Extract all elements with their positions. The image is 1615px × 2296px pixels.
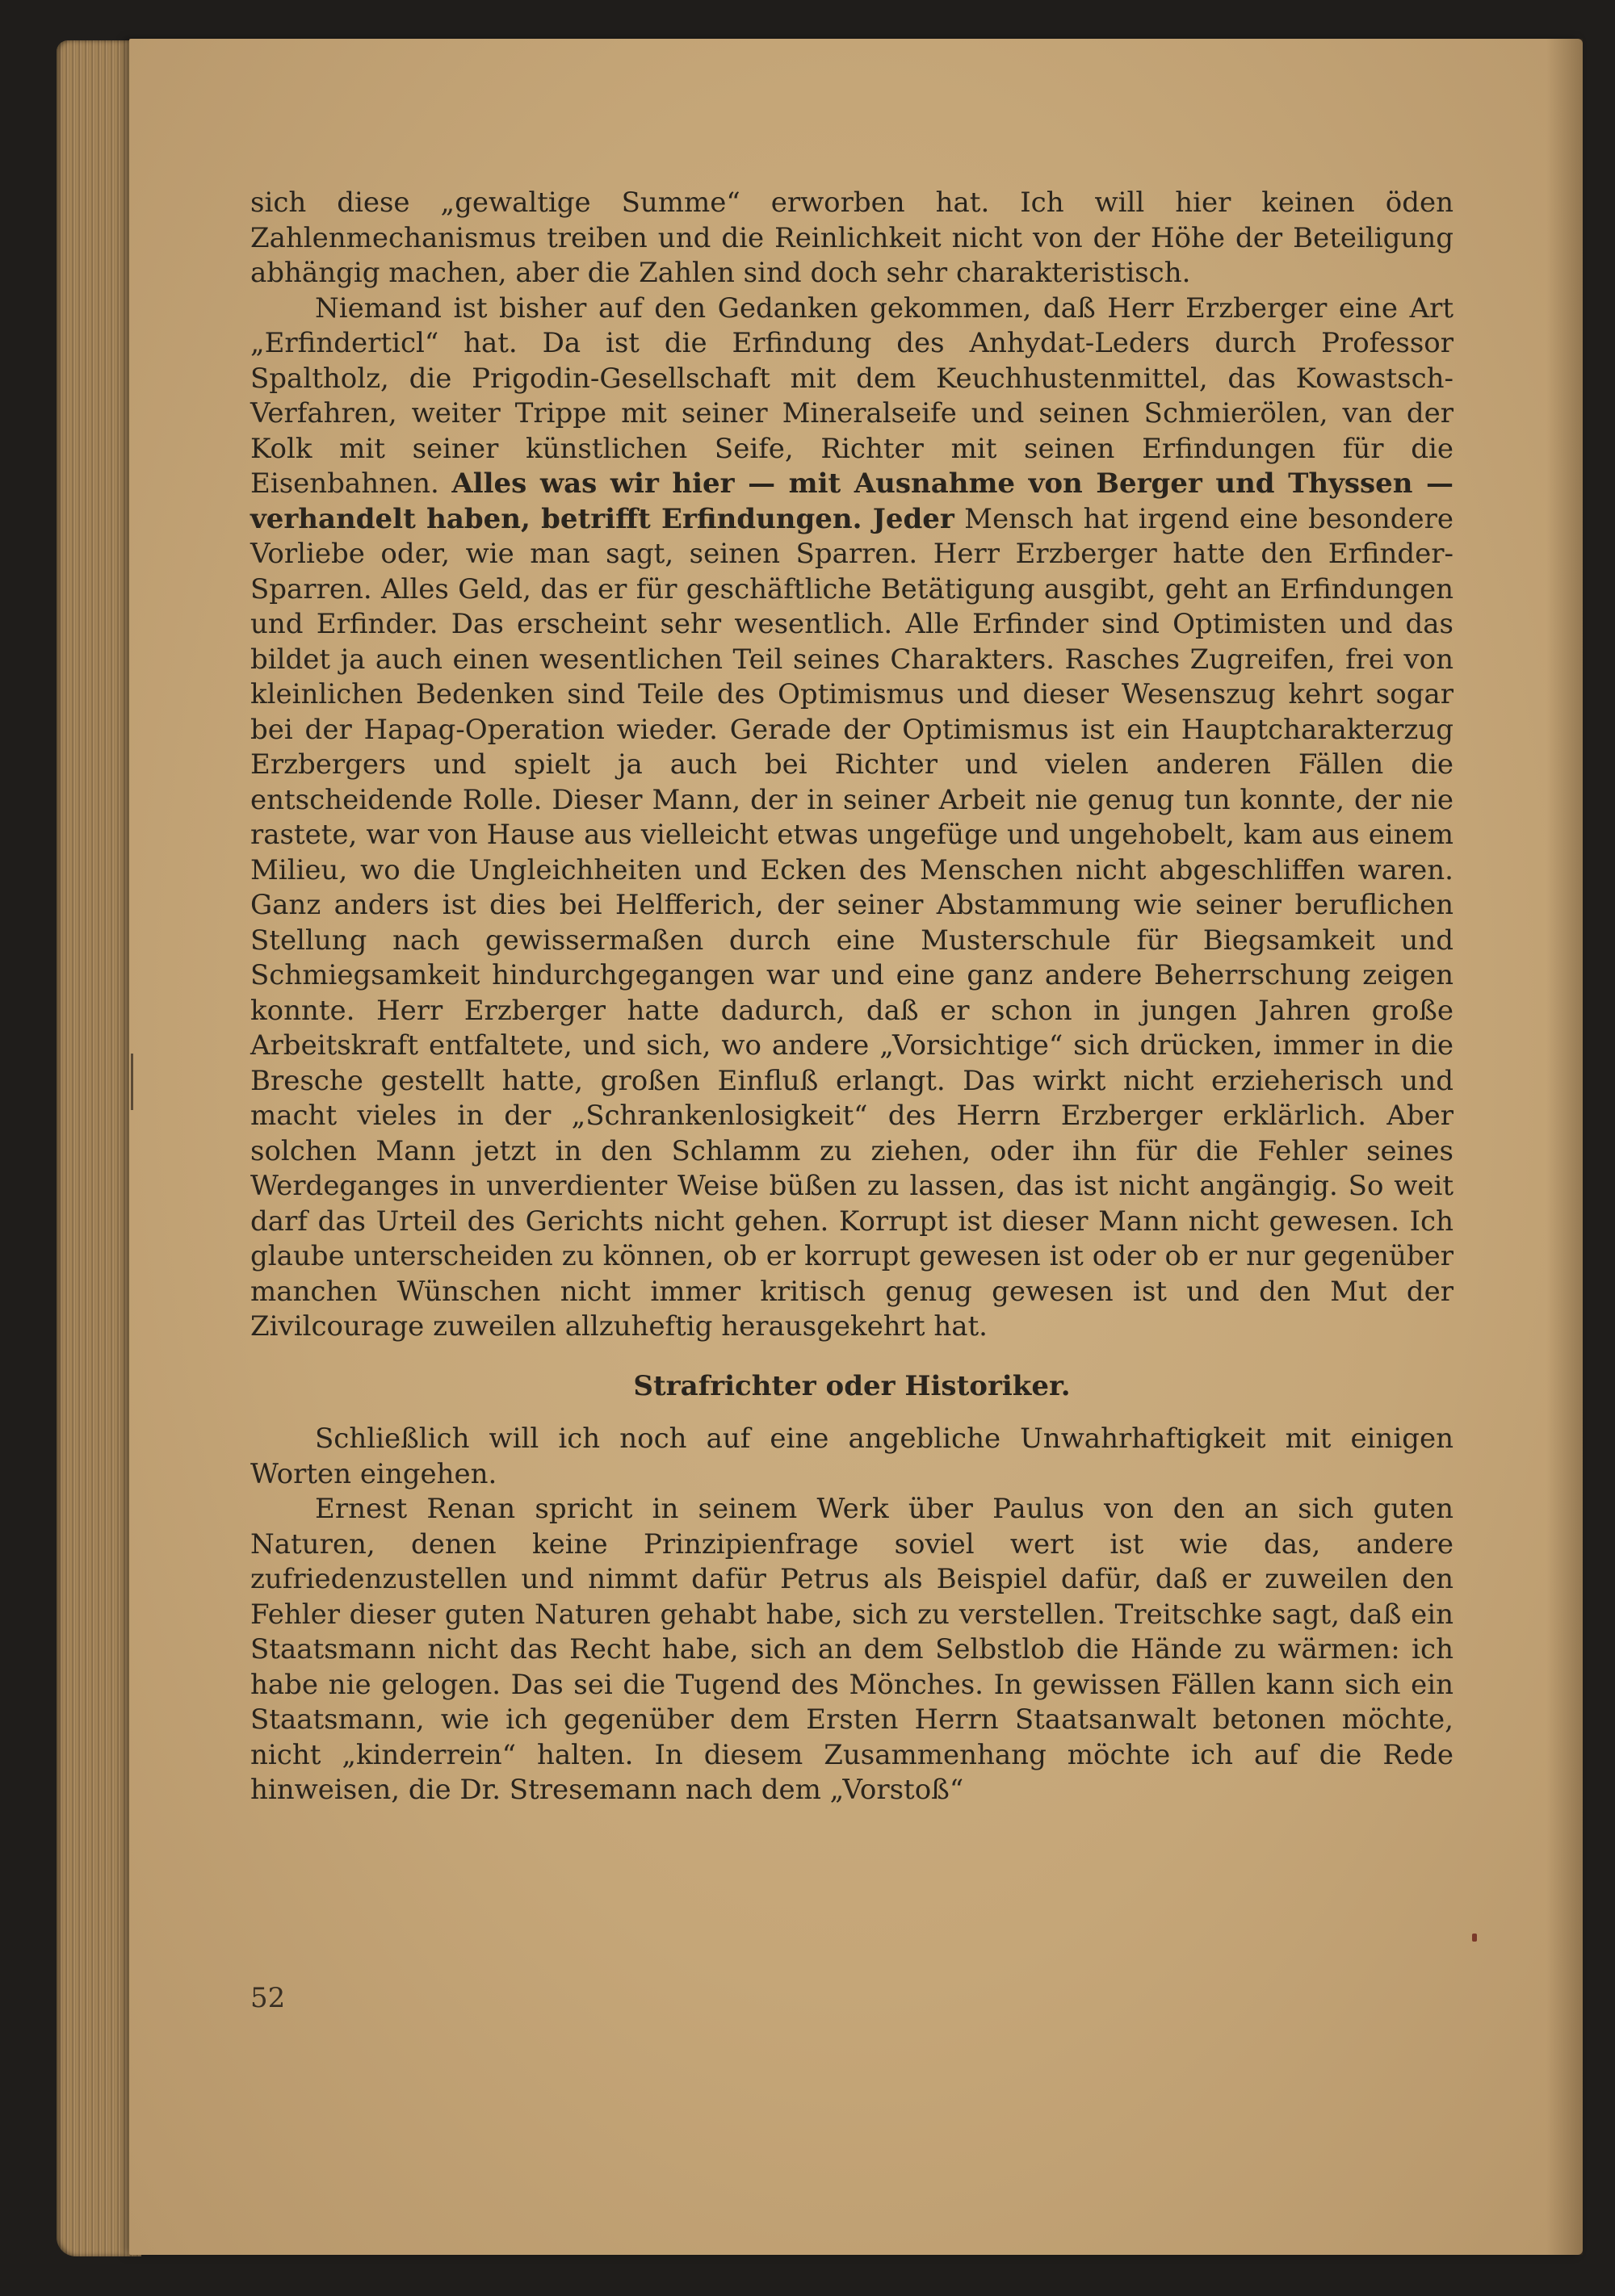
paragraph-2-part-1: Niemand ist bisher auf den Gedanken gekommen, daß Herr Erzberger eine Art „Erfinderticl“ hat. Da ist die Erfindung des Anhydat-Leders durch Professor Spaltholz, die Prigodin-Gesellschaft mit dem Keuchhustenmittel, das Kowastsch-Verfahren, weiter Trippe mit seiner Mineralseife und seinen Schmierölen, van der Kolk mit seiner künstlichen Seife, Richter mit seinen Erfindungen für die Eisenbahnen. (250, 291, 1454, 500)
body-text (250, 186, 1454, 1808)
paragraph-2-part-2: Mensch hat irgend eine besondere Vorliebe oder, wie man sagt, seinen Sparren. Herr Erzberger hatte den Erfinder-Sparren. Alles Geld, das er für geschäftliche Betätigung ausgibt, geht an Erfindungen und Erfinder. Das erscheint sehr wesentlich. Alle Erfinder sind Optimisten und das bildet ja auch einen wesentlichen Teil seines Charakters. Rasches Zugreifen, frei von kleinlichen Bedenken sind Teile des Optimismus und dieser Wesenszug kehrt sogar bei der Hapag-Operation wieder. Gerade der Optimismus ist ein Hauptcharakterzug Erzbergers und spielt ja auch bei Richter und vielen anderen Fällen die entscheidende Rolle. Dieser Mann, der in seiner Arbeit nie genug tun konnte, der nie rastete, war von Hause aus vielleicht etwas ungefüge und ungehobelt, kam aus einem Milieu, wo die Ungleichheiten und Ecken des Menschen nicht abgeschliffen waren. Ganz anders ist dies bei Helfferich, der seiner Abstammung wie seiner beruflichen Stellung nach gewissermaßen durch eine Musterschule für Biegsamkeit und Schmiegsamkeit hindurchgegangen war und eine ganz andere Beherrschung zeigen konnte. Herr Erzberger hatte dadurch, daß er schon in jungen Jahren große Arbeitskraft entfaltete, und sich, wo andere „Vorsichtige“ sich drücken, immer in die Bresche gestellt hatte, großen Einfluß erlangt. Das wirkt nicht erzieherisch und macht vieles in der „Schrankenlosigkeit“ des Herrn Erzberger erklärlich. Aber solchen Mann jetzt in den Schlamm zu ziehen, oder ihn für die Fehler seines Werdeganges in unverdienter Weise büßen zu lassen, das ist nicht angängig. So weit darf das Urteil des Gerichts nicht gehen. Korrupt ist dieser Mann nicht gewesen. Ich glaube unterscheiden zu können, ob er korrupt gewesen ist oder ob er nur gegenüber manchen Wünschen nicht immer kritisch genug gewesen ist und den Mut der Zivilcourage zuweilen allzuheftig herausgekehrt hat. (250, 502, 1454, 1343)
paragraph-3: Schließlich will ich noch auf eine angebliche Unwahrhaftigkeit mit einigen Worten eingehen. (250, 1422, 1454, 1490)
paragraph-2-emphasis: Alles was wir hier — mit Ausnahme von Berger und Thyssen — verhandelt haben, betrifft Erfindungen. Jeder (250, 467, 1454, 535)
section-heading: Strafrichter oder Historiker. (633, 1369, 1071, 1402)
page-number: 52 (250, 1982, 286, 2014)
margin-ink-dot (1472, 1934, 1477, 1942)
margin-pencil-mark (131, 1054, 133, 1110)
paragraph-1: sich diese „gewaltige Summe“ erworben hat. Ich will hier keinen öden Zahlenmechanismus treiben und die Reinlichkeit nicht von der Höhe der Beteiligung abhängig machen, aber die Zahlen sind doch sehr charakteristisch. (250, 186, 1454, 289)
gutter-shadow (1546, 39, 1583, 2255)
paragraph-4: Ernest Renan spricht in seinem Werk über Paulus von den an sich guten Naturen, denen keine Prinzipienfrage soviel wert ist wie das, andere zufriedenzustellen und nimmt dafür Petrus als Beispiel dafür, daß er zuweilen den Fehler dieser guten Naturen gehabt habe, sich zu verstellen. Treitschke sagt, daß ein Staatsmann nicht das Recht habe, sich an dem Selbstlob die Hände zu wärmen: ich habe nie gelogen. Das sei die Tugend des Mönches. In gewissen Fällen kann sich ein Staatsmann, wie ich gegenüber dem Ersten Herrn Staatsanwalt betonen möchte, nicht „kinderrein“ halten. In diesem Zusammenhang möchte ich auf die Rede hinweisen, die Dr. Stresemann nach dem „Vorstoß“ (250, 1493, 1454, 1806)
paragraph-2 (250, 291, 1454, 1345)
